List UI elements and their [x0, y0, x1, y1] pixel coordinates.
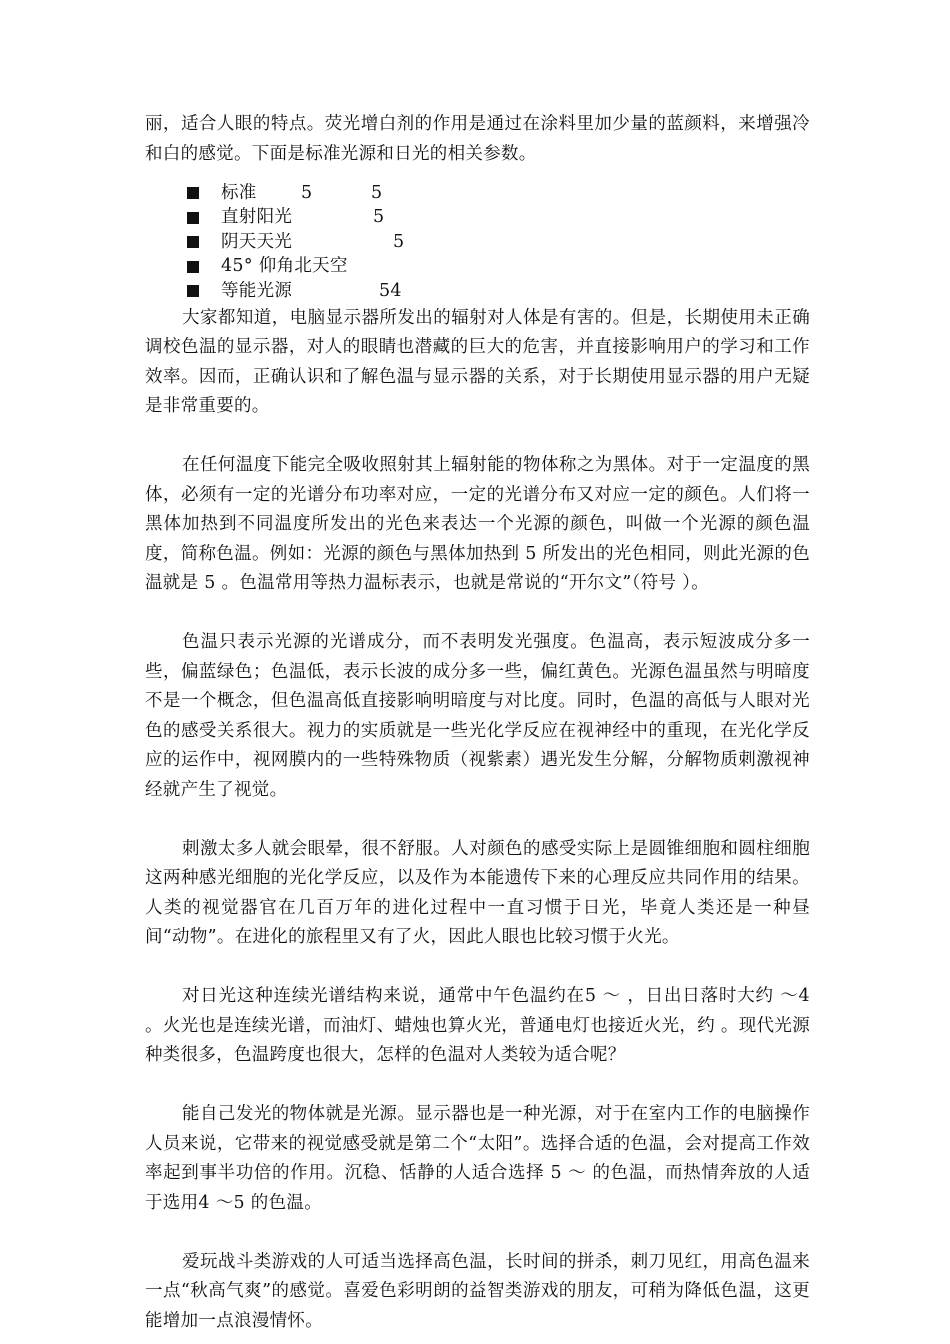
square-bullet-icon — [187, 187, 199, 199]
list-item — [145, 279, 810, 304]
list-item — [145, 255, 810, 280]
paragraph-color-temperature: 色温只表示光源的光谱成分，而不表明发光强度。色温高，表示短波成分多一些，偏蓝绿色；色温低，表示长波的成分多一些，偏红黄色。光源色温虽然与明暗度不是一个概念，但色温高低直接影响明暗度与对比度。同时，色温的高低与人眼对光色的感受关系很大。视力的实质就是一些光化学反应在视神经中的重现，在光化学反应的运作中，视网膜内的一些特殊物质（视紫素）遇光发生分解，分解物质刺激视神经就产生了视觉。 — [145, 632, 810, 800]
paragraph-gap — [145, 599, 810, 629]
list-item-label: 45° 仰角北天空 — [221, 256, 348, 276]
square-bullet-icon — [187, 236, 199, 248]
paragraph-gap — [145, 805, 810, 835]
list-item-value: 5 — [373, 207, 385, 227]
list-item — [145, 230, 810, 255]
paragraph-gap — [145, 422, 810, 452]
list-item-value: 5 5 — [301, 182, 383, 203]
list-item-label: 阴天天光 — [221, 231, 293, 252]
document-page — [145, 110, 810, 1336]
paragraph-blackbody: 在任何温度下能完全吸收照射其上辐射能的物体称之为黑体。对于一定温度的黑体，必须有一定的光谱分布功率对应，一定的光谱分布又对应一定的颜色。人们将一黑体加热到不同温度所发出的光色来表达一个光源的颜色，叫做一个光源的颜色温度，简称色温。例如：光源的颜色与黑体加热到 5 所发出的光色相同，则此光源的色温就是 5 。色温常用等热力温标表示，也就是常说的“开尔文”（符号 ）。 — [145, 455, 810, 593]
list-item — [145, 206, 810, 231]
light-source-list — [145, 181, 810, 304]
paragraph-gap — [145, 1218, 810, 1248]
intro-paragraph: 丽，适合人眼的特点。荧光增白剂的作用是通过在涂料里加少量的蓝颜料，来增强冷和白的感觉。下面是标准光源和日光的相关参数。 — [145, 114, 810, 164]
paragraph-gap — [145, 1071, 810, 1101]
square-bullet-icon — [187, 261, 199, 273]
square-bullet-icon — [187, 285, 199, 297]
paragraph-vision: 刺激太多人就会眼晕，很不舒服。人对颜色的感受实际上是圆锥细胞和圆柱细胞这两种感光细胞的光化学反应，以及作为本能遗传下来的心理反应共同作用的结果。人类的视觉器官在几百万年的进化过程中一直习惯于日光，毕竟人类还是一种昼间“动物”。在进化的旅程里又有了火，因此人眼也比较习惯于火光。 — [145, 838, 810, 947]
paragraph-gap — [145, 953, 810, 983]
list-item — [145, 181, 810, 206]
list-item-label: 直射阳光 — [221, 207, 293, 227]
paragraph-daylight: 对日光这种连续光谱结构来说，通常中午色温约在5 ～ ，日出日落时大约 ～4 。火光也是连续光谱，而油灯、蜡烛也算火光，普通电灯也接近火光，约 。现代光源种类很多，色温跨度也很大，怎样的色温对人类较为适合呢？ — [145, 986, 810, 1065]
list-item-label: 等能光源 — [221, 280, 293, 301]
list-item-value: 5 — [393, 231, 405, 252]
square-bullet-icon — [187, 212, 199, 224]
paragraph-games: 爱玩战斗类游戏的人可适当选择高色温，长时间的拼杀，刺刀见红，用高色温来一点“秋高气爽”的感觉。喜爱色彩明朗的益智类游戏的朋友，可稍为降低色温，这更能增加一点浪漫情怀。 — [145, 1251, 810, 1331]
paragraph-light-source: 能自己发光的物体就是光源。显示器也是一种光源，对于在室内工作的电脑操作人员来说，它带来的视觉感受就是第二个“太阳”。选择合适的色温，会对提高工作效率起到事半功倍的作用。沉稳、恬静的人适合选择 5 ～ 的色温，而热情奔放的人适于选用4 ～5 的色温。 — [145, 1104, 810, 1213]
list-item-value: 54 — [379, 280, 402, 301]
paragraph-monitor-radiation: 大家都知道，电脑显示器所发出的辐射对人体是有害的。但是，长期使用未正确调校色温的显示器，对人的眼睛也潜藏的巨大的危害，并直接影响用户的学习和工作效率。因而，正确认识和了解色温与显示器的关系，对于长期使用显示器的用户无疑是非常重要的。 — [145, 307, 810, 416]
list-item-label: 标准 — [221, 182, 257, 203]
